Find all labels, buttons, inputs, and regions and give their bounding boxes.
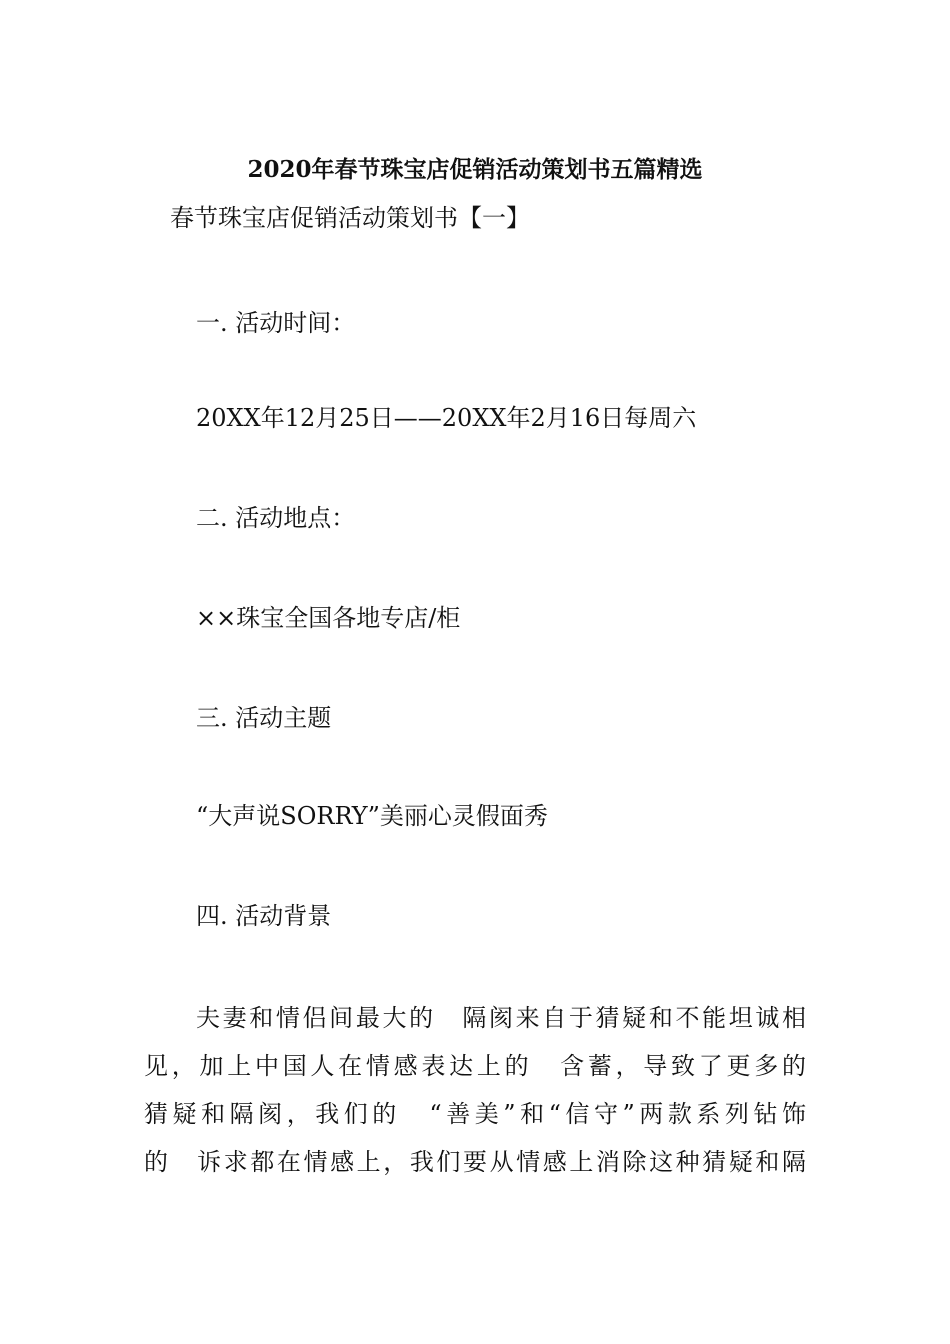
document-title: 2020年春节珠宝店促销活动策划书五篇精选 <box>247 156 703 183</box>
heading-activity-background: 四. 活动背景 <box>196 902 332 930</box>
paragraph-line: 猜疑和隔阂，我们的 “善美”和“信守”两款系列钻饰 <box>144 1100 806 1128</box>
content-activity-time: 20XX年12月25日——20XX年2月16日每周六 <box>196 404 697 432</box>
section-subtitle: 春节珠宝店促销活动策划书【一】 <box>170 204 530 232</box>
heading-activity-location: 二. 活动地点： <box>196 504 356 532</box>
content-activity-theme: “大声说SORRY”美丽心灵假面秀 <box>196 802 548 830</box>
heading-activity-time: 一. 活动时间： <box>196 309 356 337</box>
heading-activity-theme: 三. 活动主题 <box>196 704 332 732</box>
paragraph-line: 的 诉求都在情感上，我们要从情感上消除这种猜疑和隔 <box>144 1148 806 1176</box>
paragraph-line: 夫妻和情侣间最大的 隔阂来自于猜疑和不能坦诚相 <box>196 1004 806 1032</box>
content-activity-location: ××珠宝全国各地专店/柜 <box>196 604 461 632</box>
background-paragraph <box>144 994 806 1186</box>
paragraph-line: 见，加上中国人在情感表达上的 含蓄，导致了更多的 <box>144 1052 806 1080</box>
